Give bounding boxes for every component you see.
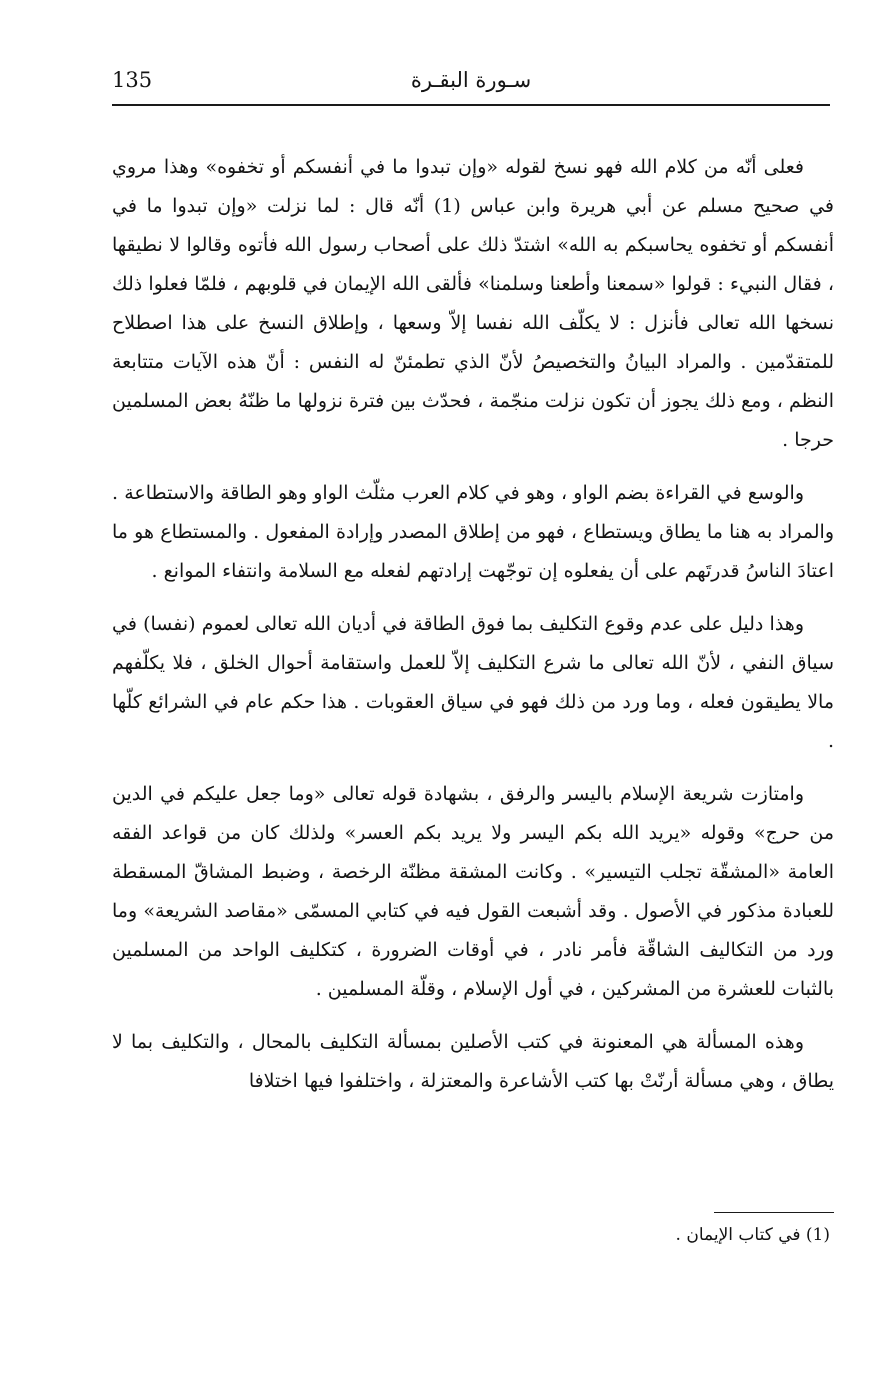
paragraph-4: وامتازت شريعة الإسلام باليسر والرفق ، بشهادة قوله تعالى «وما جعل عليكم في الدين من حرج» وقوله «يريد الله بكم اليسر ولا يريد بكم العسر» ولذلك كان من قواعد الفقه العامة «المشقّة تجلب التيسير» . وكانت المشقة مظنّة الرخصة ، وضبط المشاقّ المسقطة للعبادة مذكور في الأصول . وقد أشبعت القول فيه في كتابي المسمّى «مقاصد الشريعة» وما ورد من التكاليف الشاقّة فأمر نادر ، في أوقات الضرورة ، كتكليف الواحد من المسلمين بالثبات للعشرة من المشركين ، في أول الإسلام ، وقلّة المسلمين . [112, 783, 834, 1000]
page-header [112, 58, 830, 106]
main-text [112, 148, 834, 1115]
paragraph-2: والوسع في القراءة بضم الواو ، وهو في كلام العرب مثلّث الواو وهو الطاقة والاستطاعة . والمراد به هنا ما يطاق ويستطاع ، فهو من إطلاق المصدر وإرادة المفعول . والمستطاع هو ما اعتادَ الناسُ قدرتَهم على أن يفعلوه إن توجّهت إرادتهم لفعله مع السلامة وانتفاء الموانع . [112, 482, 834, 582]
paragraph-5: وهذه المسألة هي المعنونة في كتب الأصلين بمسألة التكليف بالمحال ، والتكليف بما لا يطاق ، وهي مسألة أرنّتْ بها كتب الأشاعرة والمعتزلة ، واختلفوا فيها اختلافا [112, 1031, 834, 1092]
paragraph-3: وهذا دليل على عدم وقوع التكليف بما فوق الطاقة في أديان الله تعالى لعموم (نفسا) في سياق النفي ، لأنّ الله تعالى ما شرع التكليف إلاّ للعمل واستقامة أحوال الخلق ، فلا يكلّفهم مالا يطيقون فعله ، وما ورد من ذلك فهو في سياق العقوبات . هذا حكم عام في الشرائع كلّها . [112, 613, 834, 752]
paragraph-1: فعلى أنّه من كلام الله فهو نسخ لقوله «وإن تبدوا ما في أنفسكم أو تخفوه» وهذا مروي في صحيح مسلم عن أبي هريرة وابن عباس (1) أنّه قال : لما نزلت «وإن تبدوا ما في أنفسكم أو تخفوه يحاسبكم به الله» اشتدّ ذلك على أصحاب رسول الله فأتوه وقالوا لا نطيقها ، فقال النبيء : قولوا «سمعنا وأطعنا وسلمنا» فألقى الله الإيمان في قلوبهم ، فلمّا فعلوا ذلك نسخها الله تعالى فأنزل : لا يكلّف الله نفسا إلاّ وسعها ، وإطلاق النسخ على هذا اصطلاح للمتقدّمين . والمراد البيانُ والتخصيصُ لأنّ الذي تطمئنّ له النفس : أنّ هذه الآيات متتابعة النظم ، ومع ذلك يجوز أن تكون نزلت منجّمة ، فحدّث بين فترة نزولها ما ظنّهُ بعض المسلمين حرجا . [112, 156, 834, 451]
running-title: سـورة البقـرة [410, 68, 532, 92]
footnote: (1) في كتاب الإيمان . [675, 1225, 830, 1245]
footnote-rule [714, 1212, 834, 1213]
header-rule [112, 104, 830, 106]
page-number: 135 [112, 68, 153, 92]
